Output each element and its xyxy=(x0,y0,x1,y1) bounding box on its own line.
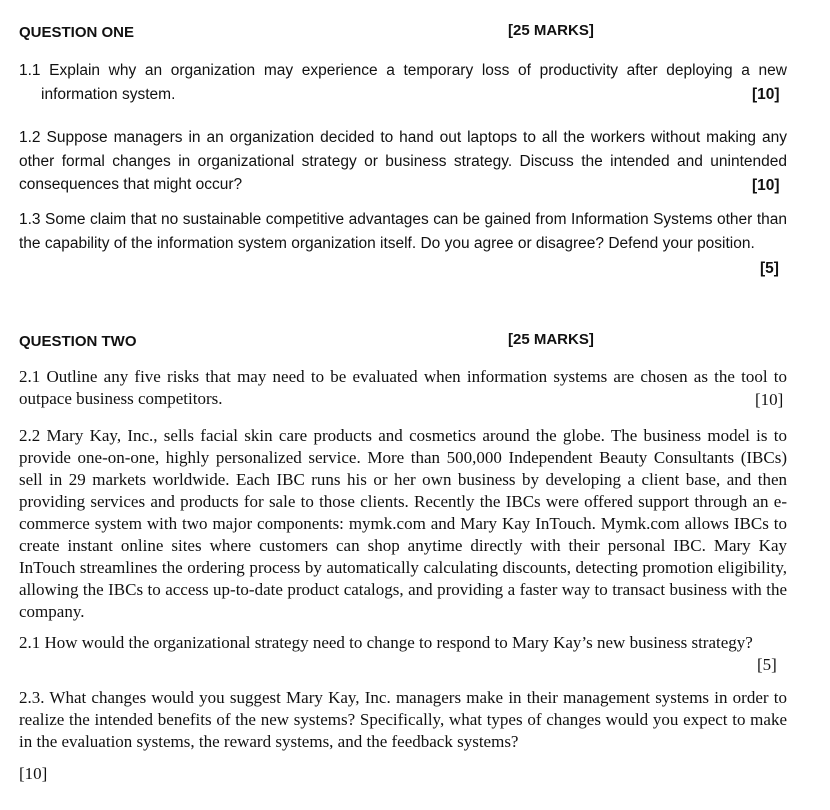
question-two-total-marks: [25 MARKS] xyxy=(508,331,594,348)
question-2-1b-text: 2.1 How would the organizational strategy need to change to respond to Mary Kay’s new business strategy? xyxy=(19,633,753,652)
question-1-2-text: 1.2 Suppose managers in an organization decided to hand out laptops to all the workers without making any other formal changes in organizational strategy or business strategy. Discuss the intended and unintended consequences that might occur? xyxy=(19,129,787,193)
question-1-3-marks: [5] xyxy=(760,260,779,277)
question-2-2-text: 2.2 Mary Kay, Inc., sells facial skin care products and cosmetics around the globe. The business model is to provide one-on-one, highly personalized service. More than 500,000 Independent Beauty Consultants (IBCs) sell in 29 markets worldwide. Each IBC runs his or her own business by developing a client base, and then providing services and products for sale to those clients. Recently the IBCs were offered support through an e-commerce system with two major components: mymk.com and Mary Kay InTouch. Mymk.com allows IBCs to create instant online sites where customers can shop anytime directly with their personal IBC. Mary Kay InTouch streamlines the ordering process by automatically calculating discounts, detecting promotion eligibility, allowing the IBCs to access up-to-date product catalogs, and providing a faster way to transact business with the company. xyxy=(19,426,787,621)
question-1-1-text: 1.1 Explain why an organization may experience a temporary loss of productivity after deploying a new information system. xyxy=(19,62,787,103)
question-2-3-marks: [10] xyxy=(19,764,48,783)
question-2-1-text: 2.1 Outline any five risks that may need to be evaluated when information systems are chosen as the tool to outpace business competitors. xyxy=(19,367,787,408)
question-1-2-marks: [10] xyxy=(752,177,780,194)
question-2-3-text: 2.3. What changes would you suggest Mary Kay, Inc. managers make in their management systems in order to realize the intended benefits of the new systems? Specifically, what types of changes would you expect to make in the evaluation systems, the reward systems, and the feedback systems? xyxy=(19,688,787,751)
question-two-heading: QUESTION TWO xyxy=(19,333,137,350)
question-one-heading: QUESTION ONE xyxy=(19,24,135,41)
question-2-1b-marks: [5] xyxy=(757,655,777,674)
question-1-1-marks: [10] xyxy=(752,86,780,103)
question-one-total-marks: [25 MARKS] xyxy=(508,22,594,39)
question-2-1-marks: [10] xyxy=(755,390,784,409)
question-1-3-text: 1.3 Some claim that no sustainable competitive advantages can be gained from Information Systems other than the capability of the information system organization itself. Do you agree or disagree? Defend your position. xyxy=(19,211,787,252)
